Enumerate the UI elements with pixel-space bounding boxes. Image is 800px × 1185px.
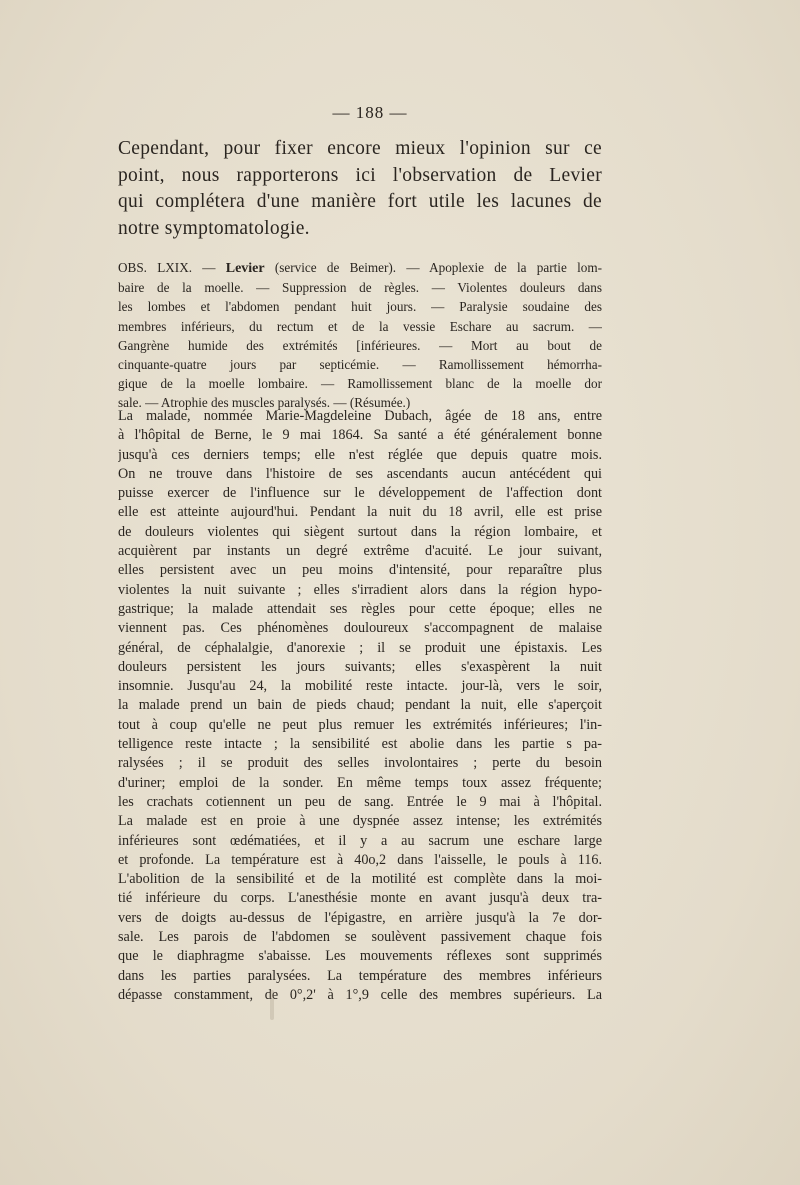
- body-line: les crachats cotiennent un peu de sang. Entrée le 9 mai à l'hôpital.: [118, 793, 602, 810]
- intro-line: point, nous rapporterons ici l'observation de Levier: [118, 164, 602, 186]
- body-line: L'abolition de la sensibilité et de la motilité est complète dans la moi-: [118, 871, 602, 888]
- body-line: La malade est en proie à une dyspnée assez intense; les extrémités: [118, 813, 602, 830]
- body-line: inférieures sont œdématiées, et il y a au sacrum une eschare large: [118, 832, 602, 849]
- case-report-paragraph: [118, 407, 602, 1005]
- intro-line: qui complétera d'une manière fort utile les lacunes de: [118, 191, 602, 212]
- obs-line: les lombes et l'abdomen pendant huit jours. — Paralysie soudaine des: [118, 299, 602, 315]
- body-line: violentes la nuit suivante ; elles s'irradient alors dans la région hypo-: [118, 581, 602, 598]
- body-line: dépasse constamment, de 0°,2' à 1°,9 celle des membres supérieurs. La: [118, 986, 602, 1003]
- page-number: — 188 —: [332, 103, 408, 122]
- body-line: et profonde. La température est à 40o,2 dans l'aisselle, le pouls à 116.: [118, 851, 602, 868]
- paper-smudge: [270, 990, 274, 1020]
- body-line: dans les parties paralysées. La température des membres inférieurs: [118, 967, 602, 984]
- obs-line: Gangrène humide des extrémités [inférieures. — Mort au bout de: [118, 337, 602, 353]
- obs-line: sale. — Atrophie des muscles paralysés. — (Résumée.): [118, 395, 411, 411]
- obs-first-line-rest: (service de Beimer). — Apoplexie de la partie lom-: [264, 260, 602, 275]
- body-line: à l'hôpital de Berne, le 9 mai 1864. Sa santé a été généralement bonne: [118, 427, 602, 444]
- body-line: On ne trouve dans l'histoire de ses ascendants aucun antécédent qui: [118, 465, 602, 482]
- obs-line: cinquante-quatre jours par septicémie. — Ramollissement hémorrha-: [118, 357, 602, 373]
- body-line: insomnie. Jusqu'au 24, la mobilité reste intacte. jour-là, vers le soir,: [118, 678, 602, 695]
- body-line: telligence reste intacte ; la sensibilité est abolie dans les partie s pa-: [118, 736, 602, 753]
- obs-line: gique de la moelle lombaire. — Ramollissement blanc de la moelle dor: [118, 376, 602, 392]
- body-line: général, de céphalalgie, d'anorexie ; il se produit une épistaxis. Les: [118, 639, 602, 656]
- body-line: viennent pas. Ces phénomènes douloureux s'accompagnent de malaise: [118, 620, 602, 637]
- body-line: elles persistent avec un peu moins d'intensité, pour reparaître plus: [118, 562, 602, 579]
- body-line: puisse exercer de l'influence sur le développement de l'affection dont: [118, 485, 602, 502]
- obs-label: OBS. LXIX. —: [118, 260, 226, 275]
- body-line: la malade prend un bain de pieds chaud; pendant la nuit, elle s'aperçoit: [118, 697, 602, 714]
- obs-line: membres inférieurs, du rectum et de la vessie Eschare au sacrum. —: [118, 318, 602, 334]
- observation-summary: [118, 258, 602, 413]
- body-line: elle est atteinte aujourd'hui. Pendant la nuit du 18 avril, elle est prise: [118, 504, 602, 521]
- body-line: douleurs persistent les jours suivants; elles s'exaspèrent la nuit: [118, 658, 602, 675]
- body-line: vers de doigts au-dessus de l'épigastre, en arrière jusqu'à la 7e dor-: [118, 909, 602, 926]
- intro-paragraph: [118, 136, 602, 242]
- obs-heading-line: [118, 258, 602, 278]
- obs-line: baire de la moelle. — Suppression de règles. — Violentes douleurs dans: [118, 280, 602, 296]
- body-line: acquièrent par instants un degré extrême d'acuité. Le jour suivant,: [118, 543, 602, 560]
- body-line: d'uriner; emploi de la sonder. En même temps toux assez fréquente;: [118, 774, 602, 791]
- body-line: La malade, nommée Marie-Magdeleine Dubach, âgée de 18 ans, entre: [118, 408, 602, 424]
- body-line: jusqu'à ces derniers temps; elle n'est réglée que depuis quatre mois.: [118, 446, 602, 463]
- obs-author: Levier: [225, 261, 265, 276]
- body-line: gastrique; la malade attendait ses règles pour cette époque; elles ne: [118, 600, 602, 617]
- body-line: que le diaphragme s'abaisse. Les mouvements réflexes sont supprimés: [118, 948, 602, 965]
- body-line: de douleurs violentes qui siègent surtout dans la région lombaire, et: [118, 523, 602, 540]
- body-line: tout à coup qu'elle ne peut plus remuer les extrémités inférieures; l'in-: [118, 716, 602, 733]
- intro-line: notre symptomatologie.: [118, 217, 310, 239]
- intro-line: Cependant, pour fixer encore mieux l'opinion sur ce: [118, 138, 602, 159]
- body-line: sale. Les parois de l'abdomen se soulèvent passivement chaque fois: [118, 929, 602, 946]
- body-line: ralysées ; il se produit des selles involontaires ; perte du besoin: [118, 755, 602, 772]
- body-line: tié inférieure du corps. L'anesthésie monte en avant jusqu'à deux tra-: [118, 890, 602, 907]
